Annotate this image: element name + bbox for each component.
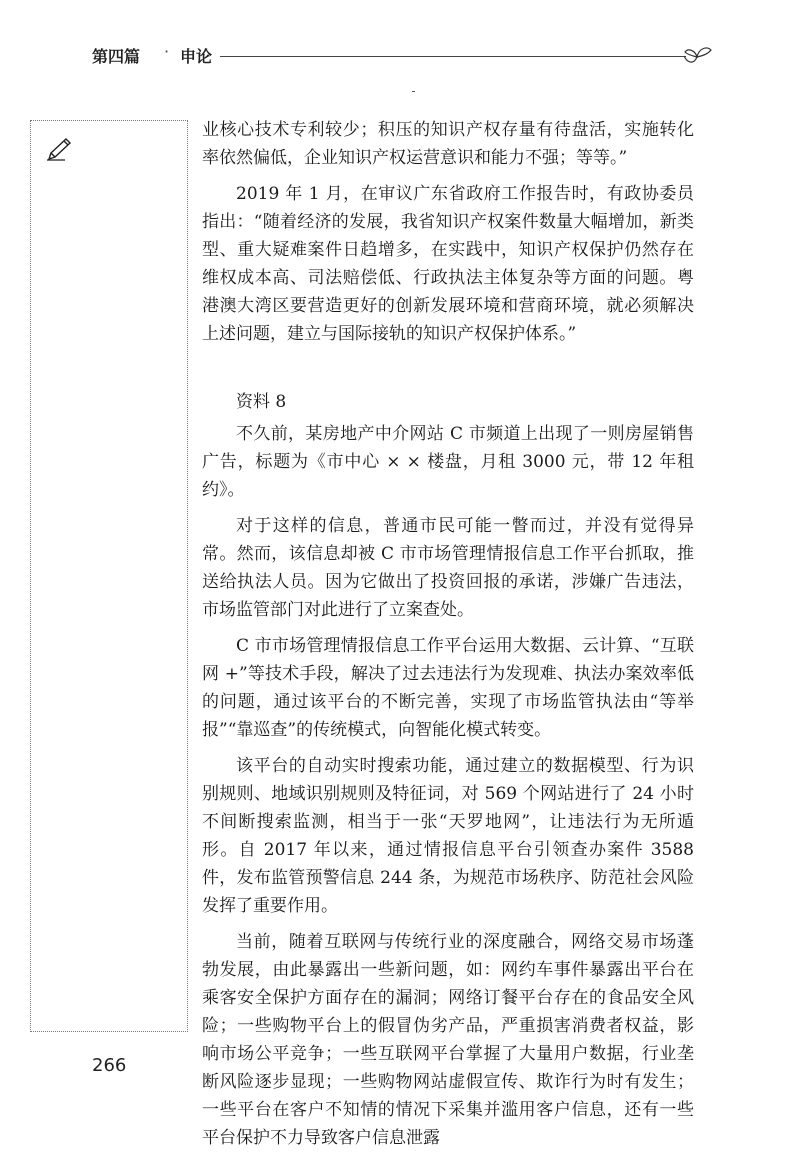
header-section: 申论	[180, 47, 213, 66]
header-rule	[220, 56, 686, 57]
paragraph-5: 该平台的自动实时搜索功能，通过建立的数据模型、行为识别规则、地域识别规则及特征词，对 569 个网站进行了 24 小时不间断搜索监测，相当于一张“天罗地网”，让违法行为无所遁形。自 2017 年以来，通过情报信息平台引领查办案件 3588 件，发布监管预警信息 244 条，为规范市场秩序、防范社会风险发挥了重要作用。	[202, 756, 694, 916]
page-number: 266	[92, 1055, 127, 1076]
sprout-icon	[680, 40, 714, 70]
paragraph-6: 当前，随着互联网与传统行业的深度融合，网络交易市场蓬勃发展，由此暴露出一些新问题，如：网约车事件暴露出平台在乘客安全保护方面存在的漏洞；网络订餐平台存在的食品安全风险；一些购物平台上的假冒伪劣产品，严重损害消费者权益，影响市场公平竞争；一些互联网平台掌握了大量用户数据，行业垄断风险逐步显现；一些购物网站虚假宣传、欺诈行为时有发生；一些平台在客户不知情的情况下采集并滥用客户信息，还有一些平台保护不力导致客户信息泄露	[202, 932, 694, 1148]
header-part: 第四篇	[92, 47, 141, 66]
paragraph-2: 不久前，某房地产中介网站 C 市频道上出现了一则房屋销售广告，标题为《市中心 × × 楼盘，月租 3000 元，带 12 年租约》。	[202, 424, 694, 500]
material-label: 资料 8	[236, 392, 287, 412]
pencil-icon	[45, 135, 75, 161]
header-separator: ·	[164, 42, 170, 61]
paragraph-3: 对于这样的信息，普通市民可能一瞥而过，并没有觉得异常。然而，该信息却被 C 市市场管理情报信息工作平台抓取，推送给执法人员。因为它做出了投资回报的承诺，涉嫌广告违法，市场监管部门对此进行了立案查处。	[202, 516, 694, 620]
notes-margin-box	[30, 120, 188, 1032]
paragraph-1: 2019 年 1 月，在审议广东省政府工作报告时，有政协委员指出：“随着经济的发展，我省知识产权案件数量大幅增加，新类型、重大疑难案件日趋增多，在实践中，知识产权保护仍然存在维权成本高、司法赔偿低、行政执法主体复杂等方面的问题。粤港澳大湾区要营造更好的创新发展环境和营商环境，就必须解决上述问题，建立与国际接轨的知识产权保护体系。”	[202, 184, 694, 344]
page-header	[92, 40, 692, 68]
main-text	[202, 116, 694, 1160]
paragraph-continuation: 业核心技术专利较少；积压的知识产权存量有待盘活，实施转化率依然偏低，企业知识产权运营意识和能力不强；等等。”	[202, 120, 694, 168]
paragraph-4: C 市市场管理情报信息工作平台运用大数据、云计算、“互联网 +”等技术手段，解决了过去违法行为发现难、执法办案效率低的问题，通过该平台的不断完善，实现了市场监管执法由“等举报”“靠巡查”的传统模式，向智能化模式转变。	[202, 636, 694, 740]
stray-mark	[412, 91, 415, 92]
